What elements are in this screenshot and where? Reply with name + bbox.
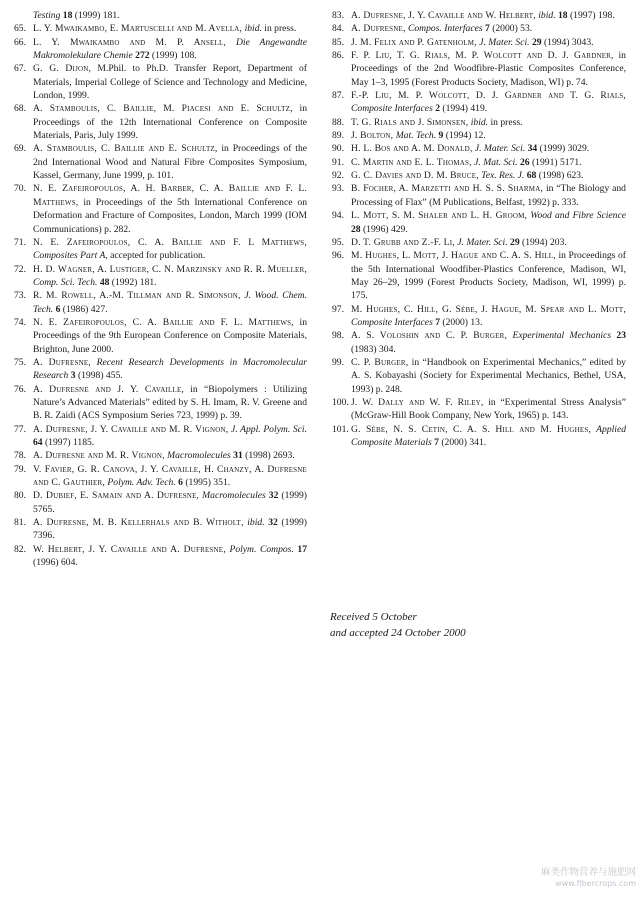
reference-authors: M. Hughes, C. Hill, G. Sèbe, J. Hague, M. Spear and L. Mott, <box>351 303 626 315</box>
reference-number: 96. <box>332 250 344 262</box>
reference-number: 70. <box>14 183 26 195</box>
reference-authors: A. Dufresne, J. Y. Cavaille and W. Helbert, <box>351 10 536 21</box>
reference-citation: Compos. Interfaces 7 (2000) 53. <box>407 23 533 35</box>
reference-number: 72. <box>14 263 26 275</box>
reference-authors: C. P. Burger, <box>351 356 409 368</box>
reference-citation: in Proceedings of the 12th International Conference on Composite Materials, Paris, July 1999. <box>33 103 307 142</box>
reference-number: 81. <box>14 517 26 529</box>
reference-item <box>14 356 307 383</box>
reference-citation: Macromolecules 32 (1999) 5765. <box>33 490 307 515</box>
reference-authors: A. Dufresne, J. Y. Cavaille and M. R. Vignon, <box>33 423 229 435</box>
reference-number: 100. <box>332 396 349 408</box>
reference-authors: T. G. Rials and J. Simonsen, <box>351 116 469 128</box>
reference-citation: in Proceedings of the 2nd Woodfibre-Plastic Composites Conference, May 1–3, 1995 (Forest Products Society, Madison, WI) p. 74. <box>351 50 626 88</box>
reference-number: 80. <box>14 490 26 502</box>
reference-citation: Composite Interfaces 2 (1994) 419. <box>351 103 488 115</box>
reference-number: 101. <box>332 423 349 435</box>
reference-number: 85. <box>332 36 344 48</box>
reference-item <box>332 423 626 450</box>
reference-column-left <box>14 9 307 569</box>
reference-citation: in Proceedings of the 9th European Conference on Composite Materials, Brighton, June 2000. <box>33 316 307 355</box>
reference-number: 84. <box>332 23 344 35</box>
reference-number: 77. <box>14 423 26 435</box>
reference-authors: D. T. Grubb and Z.-F. Li, <box>351 236 455 248</box>
reference-authors: C. Martin and E. L. Thomas, <box>351 156 472 168</box>
reference-citation: Composites Part A, accepted for publication. <box>33 250 206 262</box>
reference-number: 91. <box>332 156 344 168</box>
reference-citation: J. Wood. Chem. Tech. 6 (1986) 427. <box>33 290 307 315</box>
reference-citation: in “Experimental Stress Analysis” (McGraw-Hill Book Company, New York, 1965) p. 143. <box>351 396 626 422</box>
reference-number: 79. <box>14 463 26 475</box>
reference-item <box>14 62 307 102</box>
reference-number: 73. <box>14 290 26 302</box>
reference-citation: Experimental Mechanics 23 (1983) 304. <box>351 330 627 355</box>
reference-number: 93. <box>332 183 344 195</box>
reference-list-left <box>14 9 307 569</box>
reference-item <box>14 289 307 316</box>
reference-number: 69. <box>14 143 26 155</box>
reference-citation: Recent Research Developments in Macromolecular Research 3 (1998) 455. <box>33 356 307 382</box>
reference-number: 92. <box>332 170 344 182</box>
reference-citation: Comp. Sci. Tech. 48 (1992) 181. <box>33 276 157 288</box>
reference-authors: J. M. Felix and P. Gatenholm, <box>351 36 477 48</box>
reference-authors: H. D. Wagner, A. Lustiger, C. N. Marzinsky and R. R. Mueller, <box>33 263 307 275</box>
reference-column-right <box>332 9 626 449</box>
reference-citation: in “The Biology and Processing of Flax” (M Publications, Belfast, 1992) p. 333. <box>351 183 626 208</box>
reference-authors: A. Dufresne, <box>33 356 91 368</box>
reference-citation: Die Angewandte Makromolekulare Chemie 272 (1999) 108. <box>33 36 307 62</box>
reference-authors: B. Focher, A. Marzetti and H. S. S. Sharma, <box>351 183 544 195</box>
reference-item <box>14 102 307 142</box>
reference-authors: A. Dufresne and M. R. Vignon, <box>33 450 165 462</box>
reference-item <box>332 356 626 396</box>
reference-item <box>332 49 626 89</box>
reference-item <box>332 116 626 129</box>
reference-authors: H. L. Bos and A. M. Donald, <box>351 143 473 155</box>
reference-authors: A. Stamboulis, C. Baillie, M. Piacesi and E. Schultz, <box>33 103 293 115</box>
reference-number: 83. <box>332 10 344 21</box>
reference-number: 99. <box>332 356 344 368</box>
reference-citation: Wood and Fibre Science 28 (1996) 429. <box>351 210 626 235</box>
reference-item <box>332 36 626 49</box>
reference-citation: Testing 18 (1999) 181. <box>33 10 120 21</box>
reference-item <box>332 142 626 155</box>
reference-citation: Mat. Tech. 9 (1994) 12. <box>395 130 486 142</box>
reference-authors: R. M. Rowell, A.-M. Tillman and R. Simonson, <box>33 290 241 302</box>
reference-authors: N. E. Zafeiropoulos, C. A. Baillie and F. L. Matthews, <box>33 316 294 328</box>
reference-number: 78. <box>14 450 26 462</box>
reference-citation: ibid. 18 (1997) 198. <box>538 10 615 21</box>
reference-citation: J. Appl. Polym. Sci. 64 (1997) 1185. <box>33 423 307 448</box>
reference-authors: A. Dufresne and J. Y. Cavaille, <box>33 383 185 395</box>
reference-citation: J. Mater. Sci. 34 (1999) 3029. <box>474 143 590 155</box>
reference-number: 74. <box>14 316 26 328</box>
reference-authors: J. W. Dally and W. F. Riley, <box>351 396 484 408</box>
reference-number: 87. <box>332 90 344 102</box>
reference-number: 89. <box>332 130 344 142</box>
reference-authors: G. Sèbe, N. S. Cetin, C. A. S. Hill and M. Hughes, <box>351 423 592 435</box>
reference-item <box>332 129 626 142</box>
reference-authors: A. Dufresne, <box>351 23 406 35</box>
reference-item <box>332 396 626 423</box>
reference-citation: in “Biopolymers : Utilizing Nature’s Advanced Materials” edited by S. H. Imam, R. V. Greene and B. R. Zaidi (ACS Symposium Series 723, 1999) p. 39. <box>33 383 307 422</box>
reference-citation: in Proceedings of the 5th International Woodfiber-Plastics Conference, Madison, WI, May 26–29, 1999 (Forest Products Society, Madison, WI, 1999) p. 175. <box>351 250 626 302</box>
reference-citation: J. Mat. Sci. 26 (1991) 5171. <box>474 156 582 168</box>
reference-citation: in “Handbook on Experimental Mechanics,” edited by A. S. Kobayashi (Society for Experimental Mechanics, Bethel, USA, 1993) p. 248. <box>351 356 626 395</box>
reference-item <box>332 329 626 356</box>
reference-authors: A. Dufresne, M. B. Kellerhals and B. Witholt, <box>33 517 244 529</box>
reference-citation: Tex. Res. J. 68 (1998) 623. <box>481 170 584 182</box>
watermark-url: www.fibercrops.com <box>555 879 636 888</box>
reference-number: 94. <box>332 210 344 222</box>
reference-authors: F.-P. Liu, M. P. Wolcott, D. J. Gardner and T. G. Rials, <box>351 90 626 102</box>
reference-item <box>14 142 307 182</box>
reference-number: 98. <box>332 330 344 342</box>
reference-citation: Polym. Compos. 17 (1996) 604. <box>33 543 307 569</box>
reference-item <box>14 449 307 462</box>
reference-item <box>14 383 307 423</box>
reference-number: 68. <box>14 103 26 115</box>
reference-citation: J. Mater. Sci. 29 (1994) 203. <box>457 236 567 248</box>
reference-item <box>332 236 626 249</box>
reference-list-right <box>332 9 626 449</box>
reference-item <box>14 316 307 356</box>
reference-authors: G. C. Davies and D. M. Bruce, <box>351 170 479 182</box>
reference-citation: Applied Composite Materials 7 (2000) 341. <box>351 423 626 448</box>
reference-item <box>332 209 626 236</box>
reference-item <box>332 249 626 302</box>
reference-number: 86. <box>332 50 344 62</box>
reference-number: 82. <box>14 543 26 555</box>
reference-authors: A. S. Voloshin and C. P. Burger, <box>351 330 508 342</box>
reference-item <box>14 236 307 263</box>
reference-item <box>332 9 626 22</box>
reference-item <box>14 543 307 570</box>
reference-item <box>332 89 626 116</box>
reference-authors: M. Hughes, L. Mott, J. Hague and C. A. S. Hill, <box>351 250 556 262</box>
reference-item <box>332 22 626 35</box>
reference-citation: ibid. in press. <box>470 116 523 128</box>
reference-authors: D. Dubief, E. Samain and A. Dufresne, <box>33 490 200 502</box>
reference-authors: A. Stamboulis, C. Baillie and E. Schultz, <box>33 143 218 155</box>
reference-item <box>14 22 307 35</box>
reference-authors: V. Favier, G. R. Canova, J. Y. Cavaille, H. Chanzy, A. Dufresne and C. Gauthier, <box>33 463 307 489</box>
reference-authors: G. G. Dijon, <box>33 63 92 75</box>
reference-number: 95. <box>332 236 344 248</box>
reference-citation: M.Phil. to Ph.D. Transfer Report, Department of Materials, Imperial College of Science and Technology and Medicine, London, 1999. <box>33 63 308 102</box>
site-watermark <box>536 867 636 889</box>
reference-item <box>14 423 307 450</box>
reference-item <box>332 169 626 182</box>
received-note <box>330 609 466 641</box>
reference-item <box>14 463 307 490</box>
received-date: Received 5 October <box>330 611 417 623</box>
reference-authors: W. Helbert, J. Y. Cavaille and A. Dufresne, <box>33 543 226 555</box>
reference-item <box>332 182 626 209</box>
reference-authors: L. Mott, S. M. Shaler and L. H. Groom, <box>351 210 528 222</box>
reference-authors: N. E. Zafeiropoulos, C. A. Baillie and F. L Matthews, <box>33 236 307 248</box>
reference-number: 88. <box>332 116 344 128</box>
reference-number: 66. <box>14 36 26 48</box>
reference-number: 75. <box>14 356 26 368</box>
reference-citation: in Proceedings of the 2nd International Wood and Natural Fibre Composites Symposium, Kassel, Germany, June 1999, p. 101. <box>33 143 307 182</box>
reference-authors: F. P. Liu, T. G. Rials, M. P. Wolcott and D. J. Gardner, <box>351 50 614 62</box>
reference-item <box>332 303 626 330</box>
reference-citation: Polym. Adv. Tech. 6 (1995) 351. <box>107 477 231 489</box>
reference-item <box>332 156 626 169</box>
reference-number: 65. <box>14 23 26 35</box>
reference-number: 71. <box>14 236 26 248</box>
reference-item <box>14 36 307 63</box>
reference-authors: J. Bolton, <box>351 130 394 142</box>
reference-authors: N. E. Zafeiropoulos, A. H. Barber, C. A. Baillie and F. L. Matthews, <box>33 183 307 208</box>
reference-citation: Composite Interfaces 7 (2000) 13. <box>351 316 483 328</box>
reference-continuation <box>14 9 307 22</box>
reference-citation: Macromolecules 31 (1998) 2693. <box>167 450 295 462</box>
watermark-text: 麻类作物营养与施肥网 <box>540 867 636 878</box>
reference-number: 67. <box>14 63 26 75</box>
reference-citation: in Proceedings of the 5th International Conference on Deformation and Fracture of Composites, London, March 1999 (IOM Communications) p. 282. <box>33 196 307 235</box>
reference-item <box>14 516 307 543</box>
reference-authors: L. Y. Mwaikambo, E. Martuscelli and M. Avella, <box>33 23 243 35</box>
reference-item <box>14 263 307 290</box>
reference-citation: ibid. 32 (1999) 7396. <box>33 517 308 542</box>
reference-citation: J. Mater. Sci. 29 (1994) 3043. <box>479 36 594 48</box>
accepted-date: and accepted 24 October 2000 <box>330 627 466 639</box>
reference-citation: ibid. in press. <box>244 23 297 35</box>
reference-number: 97. <box>332 303 344 315</box>
reference-number: 76. <box>14 383 26 395</box>
reference-item <box>14 489 307 516</box>
reference-item <box>14 182 307 235</box>
reference-number: 90. <box>332 143 344 155</box>
reference-authors: L. Y. Mwaikambo and M. P. Ansell, <box>33 36 227 48</box>
